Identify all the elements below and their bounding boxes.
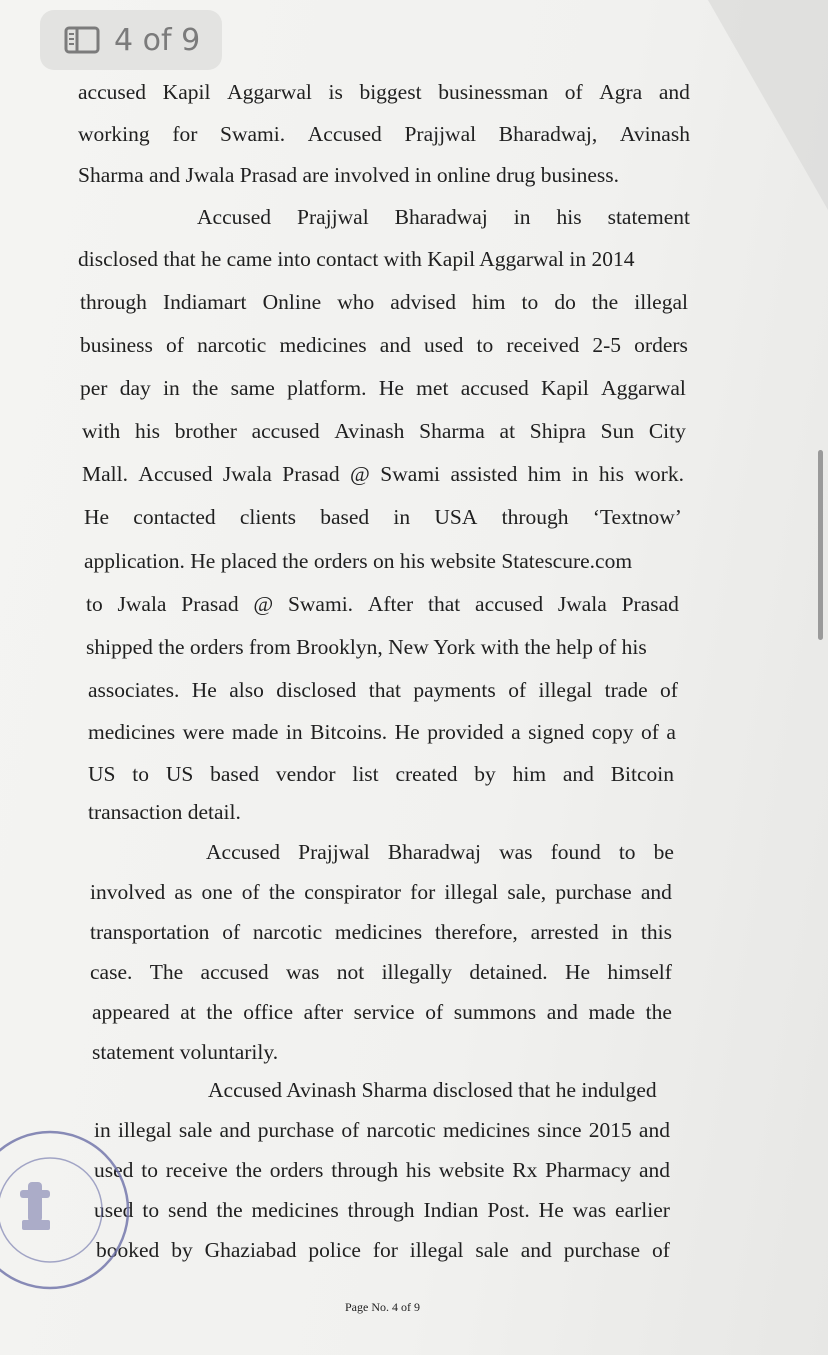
document-line: application. He placed the orders on his website Statescure.com bbox=[84, 549, 633, 573]
document-line: through Indiamart Online who advised him to do the illegal bbox=[80, 290, 688, 314]
document-line: medicines were made in Bitcoins. He provided a signed copy of a bbox=[88, 720, 676, 744]
page-indicator[interactable] bbox=[40, 10, 222, 70]
document-line: disclosed that he came into contact with Kapil Aggarwal in 2014 bbox=[78, 247, 635, 271]
document-line: Accused Prajjwal Bharadwaj was found to be bbox=[206, 840, 674, 864]
document-line: booked by Ghaziabad police for illegal sale and purchase of bbox=[96, 1238, 670, 1262]
document-line: with his brother accused Avinash Sharma at Shipra Sun City bbox=[82, 419, 686, 443]
document-line: shipped the orders from Brooklyn, New York with the help of his bbox=[86, 635, 647, 659]
document-line: used to receive the orders through his website Rx Pharmacy and bbox=[94, 1158, 670, 1182]
document-line: involved as one of the conspirator for illegal sale, purchase and bbox=[90, 880, 672, 904]
document-line: working for Swami. Accused Prajjwal Bharadwaj, Avinash bbox=[78, 122, 690, 146]
document-line: US to US based vendor list created by him and Bitcoin bbox=[88, 762, 674, 786]
document-line: business of narcotic medicines and used to received 2-5 orders bbox=[80, 333, 688, 357]
document-line: transaction detail. bbox=[88, 800, 241, 824]
document-line: appeared at the office after service of summons and made the bbox=[92, 1000, 672, 1024]
page-indicator-label: 4 of 9 bbox=[114, 22, 201, 58]
court-seal-stamp bbox=[0, 1120, 140, 1300]
sidebar-icon bbox=[64, 26, 100, 54]
document-line: accused Kapil Aggarwal is biggest businessman of Agra and bbox=[78, 80, 690, 104]
document-line: Sharma and Jwala Prasad are involved in online drug business. bbox=[78, 163, 619, 187]
document-line: Mall. Accused Jwala Prasad @ Swami assisted him in his work. bbox=[82, 462, 684, 486]
document-line: Accused Prajjwal Bharadwaj in his statement bbox=[197, 205, 690, 229]
page-corner-shadow bbox=[708, 0, 828, 210]
document-line: statement voluntarily. bbox=[92, 1040, 279, 1064]
page-footer: Page No. 4 of 9 bbox=[345, 1300, 420, 1314]
document-line: He contacted clients based in USA through ‘Textnow’ bbox=[84, 505, 682, 529]
document-line: used to send the medicines through Indian Post. He was earlier bbox=[94, 1198, 670, 1222]
document-line: transportation of narcotic medicines therefore, arrested in this bbox=[90, 920, 672, 944]
document-line: to Jwala Prasad @ Swami. After that accused Jwala Prasad bbox=[86, 592, 679, 616]
scrollbar-thumb[interactable] bbox=[818, 450, 823, 640]
document-line: in illegal sale and purchase of narcotic medicines since 2015 and bbox=[94, 1118, 670, 1142]
document-line: Accused Avinash Sharma disclosed that he indulged bbox=[208, 1078, 657, 1102]
document-line: associates. He also disclosed that payments of illegal trade of bbox=[88, 678, 678, 702]
document-line: per day in the same platform. He met accused Kapil Aggarwal bbox=[80, 376, 686, 400]
document-line: case. The accused was not illegally detained. He himself bbox=[90, 960, 672, 984]
